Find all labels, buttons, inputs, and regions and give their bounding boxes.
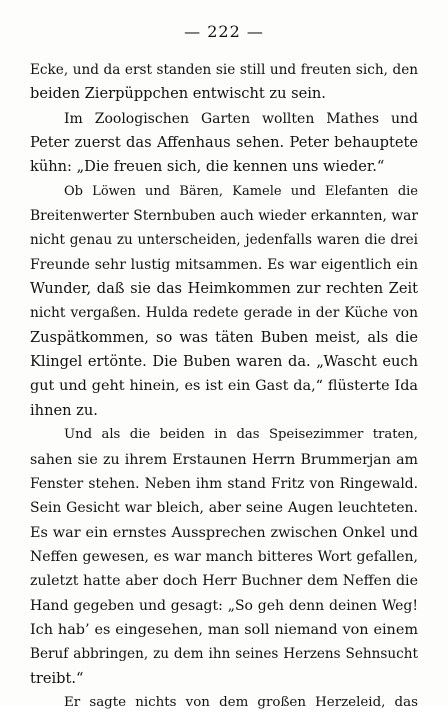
- text-line: Neffen gewesen, es war manch bitteres Wort gefallen,: [30, 548, 418, 565]
- text-line: kühn: „Die freuen sich, die kennen uns wieder.“: [30, 158, 385, 176]
- text-line: Er sagte nichts von dem großen Herzeleid, das: [64, 694, 418, 710]
- text-line: Breitenwerter Sternbuben auch wieder erkannten, war: [30, 208, 418, 225]
- text-line: nicht genau zu unterscheiden, jedenfalls waren die drei: [30, 232, 418, 249]
- page-number: — 222 —: [184, 22, 264, 41]
- text-line: Klingel ertönte. Die Buben waren da. „Wascht euch: [30, 353, 418, 371]
- text-line: Im Zoologischen Garten wollten Mathes und: [64, 110, 418, 127]
- text-line: sahen sie zu ihrem Erstaunen Herrn Brummerjan am: [30, 451, 418, 468]
- text-line: Hand gegeben und gesagt: „So geh denn deinen Weg!: [30, 597, 418, 614]
- text-line: gut und geht hinein, es ist ein Gast da,“ flüsterte Ida: [30, 378, 418, 395]
- text-line: Ecke, und da erst standen sie still und freuten sich, den: [30, 62, 418, 78]
- text-line: Und als die beiden in das Speisezimmer traten,: [64, 427, 418, 443]
- text-line: ihnen zu.: [30, 401, 98, 419]
- text-line: Ich hab’ es eingesehen, man soll niemand von einem: [30, 621, 418, 638]
- text-line: nicht vergaßen. Hulda redete gerade in der Küche von: [30, 305, 418, 322]
- text-line: Fenster stehen. Neben ihm stand Fritz von Ringewald.: [30, 475, 418, 492]
- text-line: Wunder, daß sie das Heimkommen zur rechten Zeit: [30, 280, 418, 298]
- text-line: Es war ein ernstes Aussprechen zwischen Onkel und: [30, 524, 418, 541]
- text-line: Ob Löwen und Bären, Kamele und Elefanten die: [64, 183, 418, 199]
- text-line: Sein Gesicht war bleich, aber seine Augen leuchteten.: [30, 500, 418, 517]
- text-line: zuletzt hatte aber doch Herr Buchner dem Neffen die: [30, 573, 418, 590]
- body-text: [30, 58, 418, 715]
- text-line: treibt.“: [30, 669, 84, 687]
- text-line: Beruf abbringen, zu dem ihn seines Herzens Sehnsucht: [30, 646, 418, 663]
- text-line: Peter zuerst das Affenhaus sehen. Peter behauptete: [30, 134, 418, 152]
- text-line: Zuspätkommen, so was täten Buben meist, als die: [30, 328, 418, 346]
- text-line: beiden Zierpüppchen entwischt zu sein.: [30, 85, 326, 103]
- text-line: Freunde sehr lustig mitsammen. Es war eigentlich ein: [30, 256, 418, 273]
